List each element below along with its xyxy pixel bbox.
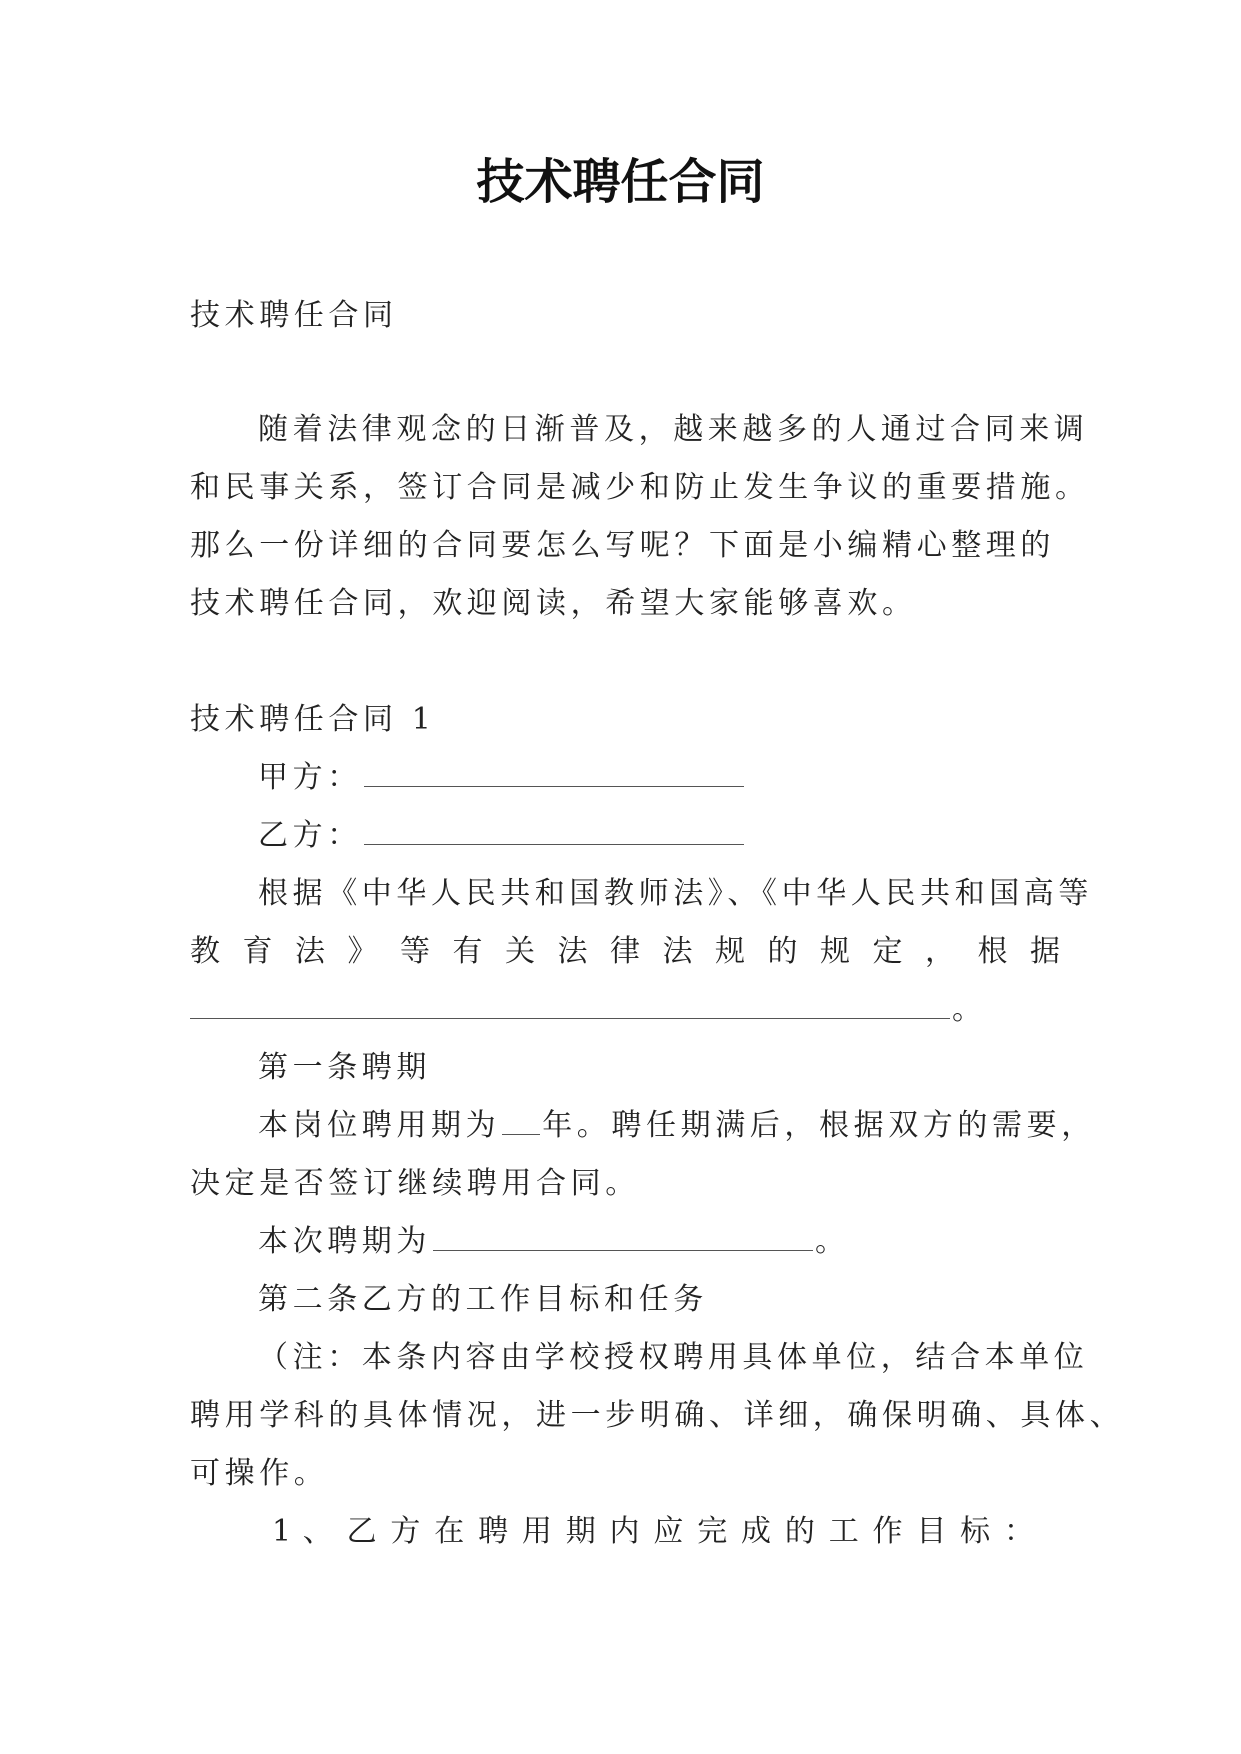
party-b-blank — [364, 822, 744, 845]
article1-term-blank — [502, 1112, 540, 1135]
basis-line-2: 教 育 法 》 等 有 关 法 律 法 规 的 规 定 ， 根 据 — [190, 934, 1060, 969]
article1-period-pre: 本次聘期为 — [258, 1224, 431, 1259]
basis-line-1: 根据《中华人民共和国教师法》、《中华人民共和国高等 — [258, 876, 1093, 911]
note-line-1: （注：本条内容由学校授权聘用具体单位，结合本单位 — [258, 1340, 1089, 1375]
article1-line-3 — [258, 1222, 1128, 1262]
intro-line-1: 随着法律观念的日渐普及，越来越多的人通过合同来调 — [258, 412, 1089, 447]
party-a-blank — [364, 764, 744, 787]
article1-title: 第一条聘期 — [258, 1050, 431, 1085]
party-a-line — [258, 758, 1128, 798]
party-b-label: 乙方： — [258, 818, 362, 853]
article1-period-blank — [433, 1228, 813, 1251]
subtitle: 技术聘任合同 — [190, 298, 398, 333]
party-b-line — [258, 816, 1128, 856]
contract-heading: 技术聘任合同 1 — [190, 702, 436, 737]
article1-period-post: 。 — [815, 1224, 850, 1259]
basis-end: 。 — [952, 992, 987, 1027]
intro-line-3: 那么一份详细的合同要怎么写呢？下面是小编精心整理的 — [190, 528, 1055, 563]
item-1: 1 、 乙 方 在 聘 用 期 内 应 完 成 的 工 作 目 标 ： — [272, 1514, 1034, 1549]
document-title: 技术聘任合同 — [476, 154, 765, 210]
article1-line-2: 决定是否签订继续聘用合同。 — [190, 1166, 640, 1201]
intro-line-2: 和民事关系，签订合同是减少和防止发生争议的重要措施。 — [190, 470, 1090, 505]
party-a-label: 甲方： — [258, 760, 362, 795]
article1-term-pre: 本岗位聘用期为 — [258, 1108, 501, 1143]
intro-line-4: 技术聘任合同，欢迎阅读，希望大家能够喜欢。 — [190, 586, 917, 621]
article1-line-1 — [258, 1106, 1128, 1146]
article2-title: 第二条乙方的工作目标和任务 — [258, 1282, 708, 1317]
note-line-2: 聘用学科的具体情况，进一步明确、详细，确保明确、具体、 — [190, 1398, 1125, 1433]
article1-term-post: 年。聘任期满后，根据双方的需要， — [542, 1108, 1096, 1143]
basis-blank — [190, 996, 950, 1019]
note-line-3: 可操作。 — [190, 1456, 329, 1491]
basis-line-3 — [190, 990, 1060, 1030]
